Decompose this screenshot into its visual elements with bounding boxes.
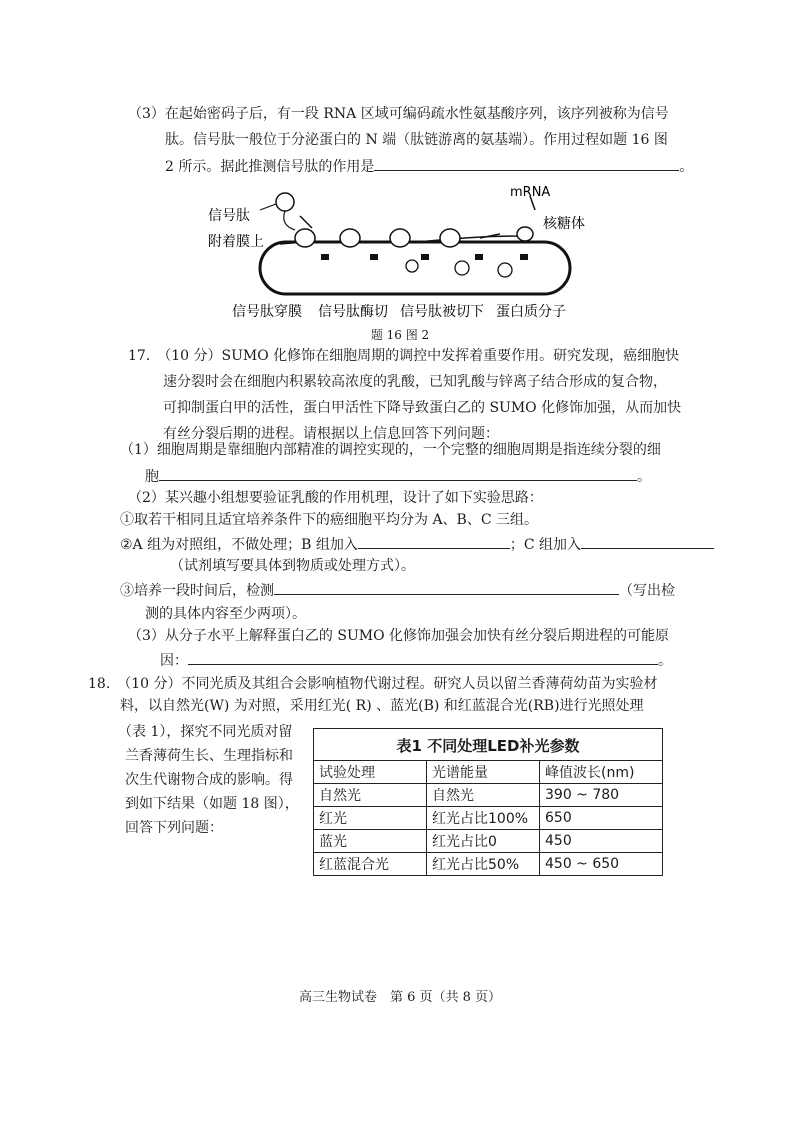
q18-wrap3: 次生代谢物合成的影响。得 [125,772,293,788]
label-signal-peptide: 信号肽 [208,208,250,224]
q18-wrap4: 到如下结果（如题 18 图）， [125,796,299,812]
label-cross-membrane: 信号肽穿膜 [232,304,302,320]
q18-wrap5: 回答下列问题： [125,820,223,836]
label-mrna: mRNA [510,185,551,200]
q17-step2-note: （试剂填写要具体到物质或处理方式）。 [170,558,415,574]
answer-blank[interactable] [159,466,637,481]
table-row: 蓝光 红光占比0 450 [314,830,663,853]
q18-wrap2: 兰香薄荷生长、生理指标和 [125,748,293,764]
q17-line4: 有丝分裂后期的进程。请根据以上信息回答下列问题： [163,426,499,442]
arrow-icon [300,196,535,238]
ribosome-icon [276,193,533,247]
table-header-row [314,761,663,784]
table-header: 光谱能量 [427,761,540,784]
q17-part1-b: 胞 。 [145,466,651,487]
label-ribosome: 核糖体 [543,216,585,232]
answer-blank-b[interactable] [358,534,510,549]
q17-part1: （1）细胞周期是靠细胞内部精准的调控实现的，一个完整的细胞周期是指连续分裂的细 [120,442,661,458]
table-1 [313,728,663,876]
q17-part2-head: （2）某兴趣小组想要验证乳酸的作用机理，设计了如下实验思路： [128,490,543,506]
label-cleavage: 信号肽酶切 [318,304,388,320]
membrane-channels [321,254,528,260]
protein-molecule-icon [406,260,512,277]
answer-blank[interactable] [274,580,619,595]
q18-wrap1: （表 1），探究不同光质对留 [118,724,293,740]
er-membrane [260,242,570,294]
answer-blank-c[interactable] [581,534,714,549]
signal-peptide-diagram [200,180,600,330]
q18-line2: 料，以自然光(W) 为对照，采用红光( R) 、蓝光(B) 和红蓝混合光(RB)进行光照处理 [120,698,644,714]
q18-head: 18. （10 分）不同光质及其组合会影响植物代谢过程。研究人员以留兰香薄荷幼苗为实验材 [88,676,658,692]
q16-3-line2: 肽。信号肽一般位于分泌蛋白的 N 端（肽链游离的氨基端）。作用过程如题 16 图 [165,132,668,148]
answer-blank[interactable] [188,650,658,665]
table-header: 峰值波长(nm) [540,761,663,784]
table-title: 表1 不同处理LED补光参数 [313,728,663,760]
q17-step3: ③培养一段时间后，检测 （写出检 [120,580,675,601]
q17-step3-c: 测的具体内容至少两项）。 [145,606,306,622]
table-row: 红光 红光占比100% 650 [314,807,663,830]
table-row: 红蓝混合光 红光占比50% 450 ~ 650 [314,853,663,876]
page-footer: 高三生物试卷 第 6 页（共 8 页） [298,990,502,1005]
q17-line3: 可抑制蛋白甲的活性，蛋白甲活性下降导致蛋白乙的 SUMO 化修饰加强，从而加快 [163,400,682,416]
q16-3-line3: 2 所示。据此推测信号肽的作用是 。 [165,156,693,177]
q17-step2: ②A 组为对照组，不做处理；B 组加入 ；C 组加入 [120,534,714,555]
q17-part3: （3）从分子水平上解释蛋白乙的 SUMO 化修饰加强会加快有丝分裂后期进程的可能原 [128,628,670,644]
q16-3-line1: （3）在起始密码子后，有一段 RNA 区域可编码疏水性氨基酸序列，该序列被称为信号 [128,106,669,122]
label-cut-off: 信号肽被切下 [400,304,484,320]
label-attach-membrane: 附着膜上 [208,234,264,250]
q17-step1: ①取若干相同且适宜培养条件下的癌细胞平均分为 A、B、C 三组。 [120,512,539,528]
label-protein: 蛋白质分子 [496,304,566,320]
table-row: 自然光 自然光 390 ~ 780 [314,784,663,807]
answer-blank[interactable] [374,156,679,171]
table-header: 试验处理 [314,761,427,784]
q17-head: 17. （10 分）SUMO 化修饰在细胞周期的调控中发挥着重要作用。研究发现，癌细胞快 [128,348,680,364]
q17-line2: 速分裂时会在细胞内积累较高浓度的乳酸，已知乳酸与锌离子结合形成的复合物， [163,374,667,390]
q17-part3-b: 因： 。 [160,650,672,671]
figure-caption: 题 16 图 2 [370,328,430,342]
q16-3-prefix: 2 所示。据此推测信号肽的作用是 [165,159,375,175]
